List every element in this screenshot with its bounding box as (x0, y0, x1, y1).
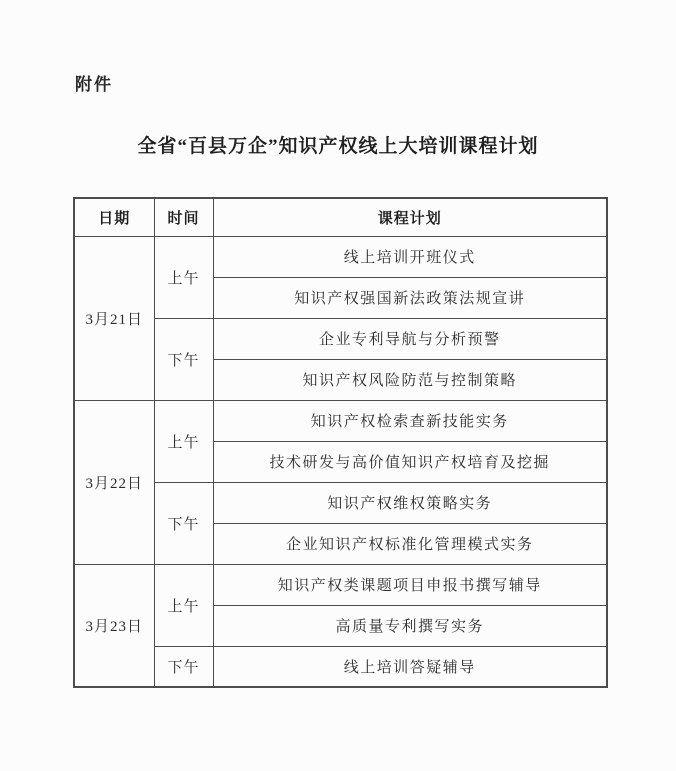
time-cell-mar22-am: 上午 (154, 400, 213, 482)
date-cell-mar21: 3月21日 (74, 236, 154, 400)
course-cell: 知识产权风险防范与控制策略 (213, 359, 607, 400)
time-cell-mar23-pm: 下午 (154, 646, 213, 687)
date-cell-mar22: 3月22日 (74, 400, 154, 564)
course-cell: 企业专利导航与分析预警 (213, 318, 607, 359)
header-plan: 课程计划 (213, 198, 607, 236)
attachment-label: 附件 (75, 75, 113, 94)
course-cell: 企业知识产权标准化管理模式实务 (213, 523, 607, 564)
course-cell: 知识产权类课题项目申报书撰写辅导 (213, 564, 607, 605)
course-cell: 知识产权强国新法政策法规宣讲 (213, 277, 607, 318)
header-time: 时间 (154, 198, 213, 236)
time-cell-mar23-am: 上午 (154, 564, 213, 646)
schedule-table (73, 197, 608, 688)
table-row (74, 564, 607, 605)
course-cell: 高质量专利撰写实务 (213, 605, 607, 646)
table-row (74, 400, 607, 441)
course-cell: 知识产权检索查新技能实务 (213, 400, 607, 441)
course-cell: 技术研发与高价值知识产权培育及挖掘 (213, 441, 607, 482)
table-row (74, 646, 607, 687)
page-title: 全省“百县万企”知识产权线上大培训课程计划 (137, 136, 539, 157)
course-cell: 线上培训答疑辅导 (213, 646, 607, 687)
time-cell-mar21-pm: 下午 (154, 318, 213, 400)
time-cell-mar21-am: 上午 (154, 236, 213, 318)
course-cell: 线上培训开班仪式 (213, 236, 607, 277)
header-date: 日期 (74, 198, 154, 236)
table-row (74, 236, 607, 277)
time-cell-mar22-pm: 下午 (154, 482, 213, 564)
course-cell: 知识产权维权策略实务 (213, 482, 607, 523)
date-cell-mar23: 3月23日 (74, 564, 154, 687)
table-row (74, 482, 607, 523)
table-row (74, 318, 607, 359)
header-row (74, 198, 607, 236)
